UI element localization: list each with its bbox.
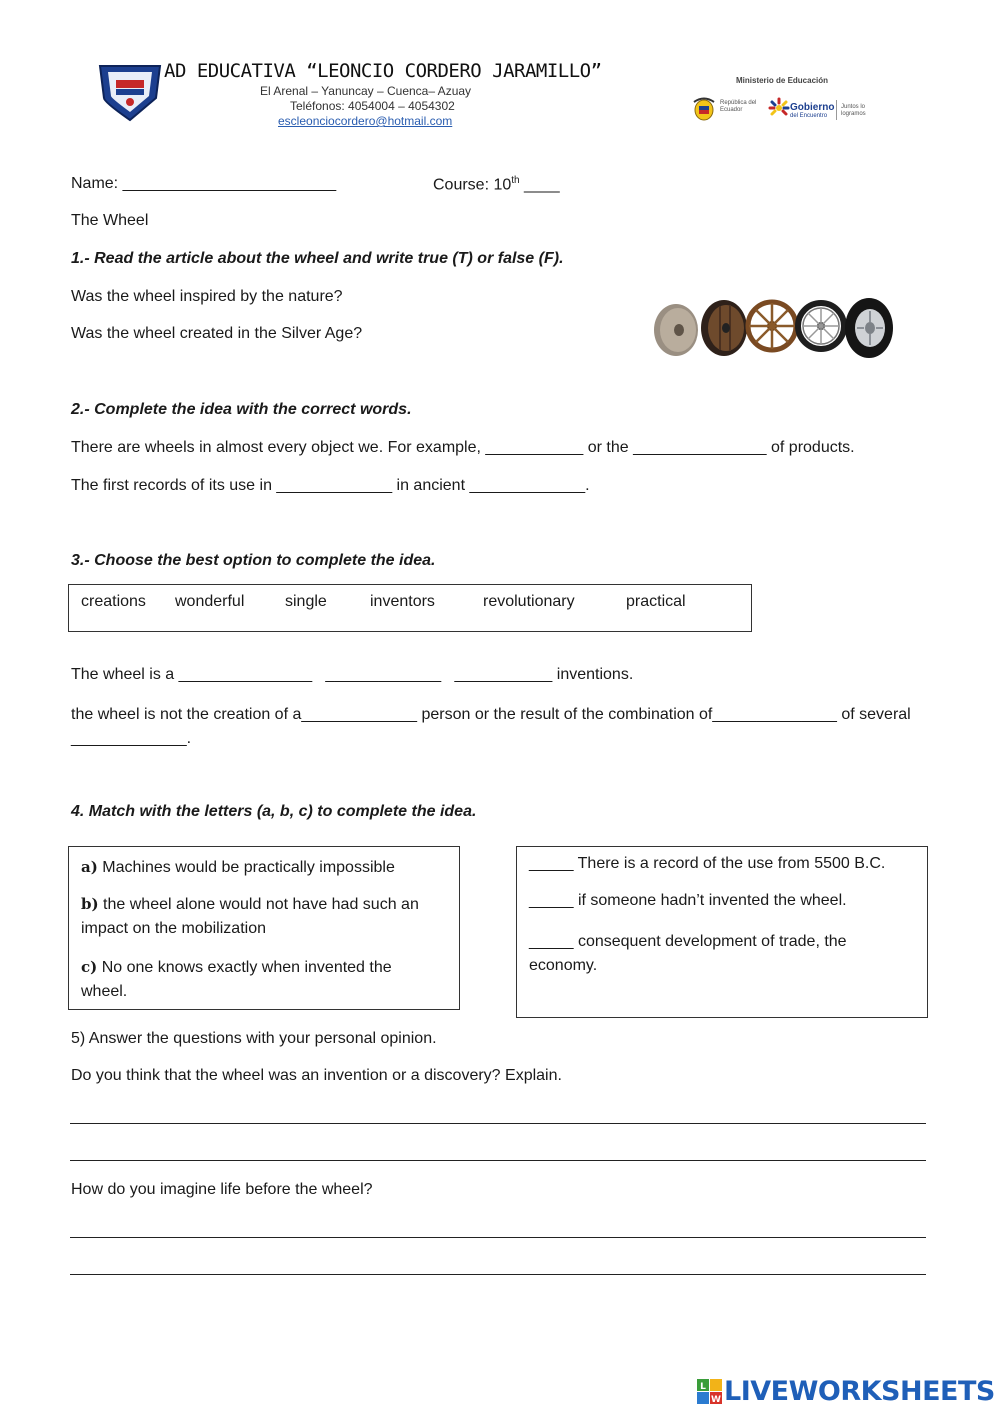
course-sup: th bbox=[511, 175, 520, 186]
q2-line-1[interactable]: There are wheels in almost every object we. For example, ___________ or the _______________ of products. bbox=[71, 439, 855, 456]
answer-line[interactable] bbox=[70, 1237, 926, 1238]
course-field[interactable] bbox=[433, 175, 560, 194]
gobierno-sub: del Encuentro bbox=[790, 113, 828, 119]
q5-question-2: How do you imagine life before the wheel? bbox=[71, 1181, 373, 1198]
gobierno-slogan: Juntos lo logramos bbox=[841, 104, 866, 117]
q3-prompt: 3.- Choose the best option to complete the idea. bbox=[71, 552, 436, 569]
q2-prompt: 2.- Complete the idea with the correct words. bbox=[71, 401, 412, 418]
liveworksheets-brand[interactable]: LIVEWORKSHEETS bbox=[724, 1376, 995, 1407]
q1-item-1: Was the wheel inspired by the nature? bbox=[71, 288, 343, 305]
q4-left-item-a bbox=[81, 855, 453, 880]
bicycle-wheel-icon bbox=[798, 303, 844, 349]
word-bank-item: creations bbox=[81, 593, 146, 610]
gobierno-logo-icon bbox=[768, 97, 790, 119]
wooden-wheel-icon bbox=[701, 300, 747, 356]
q5-prompt: 5) Answer the questions with your personal opinion. bbox=[71, 1030, 437, 1047]
wheel-evolution-image bbox=[650, 292, 896, 362]
q4-left-item-c bbox=[81, 955, 431, 1004]
q4-text-b: the wheel alone would not have had such an impact on the mobilization bbox=[81, 896, 419, 937]
q4-text-a: Machines would be practically impossible bbox=[102, 859, 395, 876]
q4-text-c: No one knows exactly when invented the wheel. bbox=[81, 959, 392, 1000]
q4-right-item-1[interactable]: _____ There is a record of the use from 5500 B.C. bbox=[529, 855, 886, 872]
school-crest bbox=[96, 58, 164, 122]
school-email[interactable]: escleonciocordero@hotmail.com bbox=[278, 114, 453, 128]
word-bank-item: wonderful bbox=[175, 593, 245, 610]
logo-letter-l: L bbox=[700, 1382, 706, 1392]
school-address: El Arenal – Yanuncay – Cuenca– Azuay bbox=[260, 84, 472, 98]
word-bank-item: single bbox=[285, 593, 327, 610]
logo-letter-w: W bbox=[711, 1395, 721, 1405]
q4-right-item-3[interactable]: _____ consequent development of trade, the economy. bbox=[529, 933, 847, 974]
school-name: AD EDUCATIVA “LEONCIO CORDERO JARAMILLO” bbox=[164, 60, 602, 82]
q3-line-1[interactable]: The wheel is a _______________ _____________ ___________ inventions. bbox=[71, 666, 634, 683]
name-field[interactable]: Name: ________________________ bbox=[71, 175, 337, 192]
q4-prompt: 4. Match with the letters (a, b, c) to complete the idea. bbox=[71, 803, 477, 820]
modern-tire-icon bbox=[845, 298, 893, 358]
course-blank: ____ bbox=[519, 176, 560, 194]
q4-letter-c: c) bbox=[81, 958, 98, 976]
answer-line[interactable] bbox=[70, 1160, 926, 1161]
gobierno-label: Gobierno bbox=[790, 102, 835, 113]
q1-item-2: Was the wheel created in the Silver Age? bbox=[71, 325, 363, 342]
word-bank-item: inventors bbox=[370, 593, 435, 610]
q4-letter-a: a) bbox=[81, 858, 98, 876]
q5-question-1: Do you think that the wheel was an invention or a discovery? Explain. bbox=[71, 1067, 562, 1084]
republic-label: República del Ecuador bbox=[720, 100, 757, 113]
word-bank-item: revolutionary bbox=[483, 593, 575, 610]
stone-wheel-icon bbox=[654, 304, 698, 356]
q3-line-2[interactable]: the wheel is not the creation of a_____________ person or the result of the combination of______________ of several _____________. bbox=[71, 706, 911, 747]
answer-line[interactable] bbox=[70, 1123, 926, 1124]
worksheet-title: The Wheel bbox=[71, 212, 149, 229]
liveworksheets-logo-icon bbox=[697, 1379, 723, 1405]
spoked-wheel-icon bbox=[748, 302, 796, 350]
gobierno-divider bbox=[836, 100, 837, 120]
answer-line[interactable] bbox=[70, 1274, 926, 1275]
q4-letter-b: b) bbox=[81, 895, 99, 913]
ministry-label: Ministerio de Educación bbox=[736, 76, 829, 85]
q2-line-2[interactable]: The first records of its use in _____________ in ancient _____________. bbox=[71, 477, 590, 494]
word-bank-item: practical bbox=[626, 593, 686, 610]
course-label: Course: 10 bbox=[433, 176, 512, 194]
q4-left-item-b bbox=[81, 892, 453, 941]
ecuador-emblem bbox=[692, 96, 716, 122]
q4-right-item-2[interactable]: _____ if someone hadn’t invented the wheel. bbox=[529, 892, 847, 909]
school-phones: Teléfonos: 4054004 – 4054302 bbox=[290, 99, 455, 113]
q1-prompt: 1.- Read the article about the wheel and write true (T) or false (F). bbox=[71, 250, 564, 267]
